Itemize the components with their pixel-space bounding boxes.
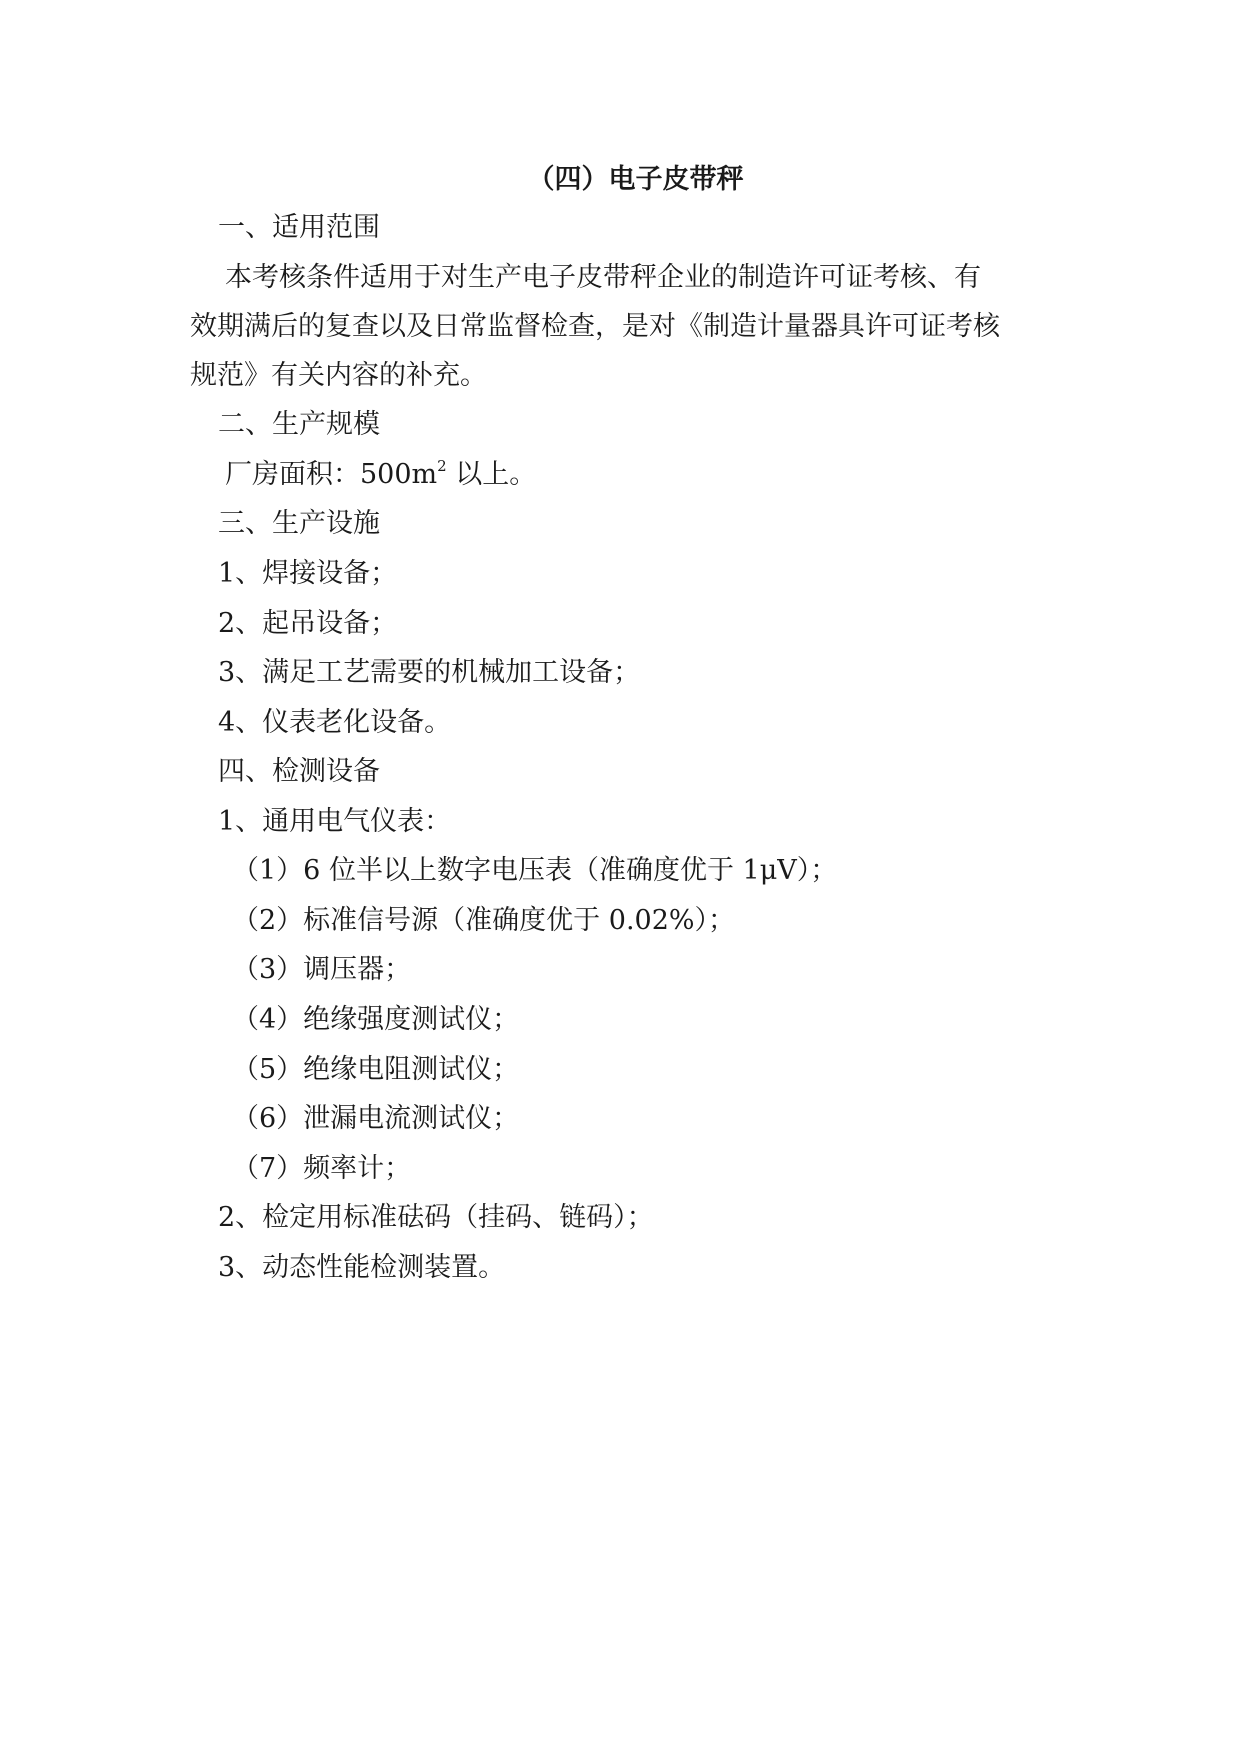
factory-area-text [225, 455, 536, 495]
scope-paragraph-line-1: 本考核条件适用于对生产电子皮带秤企业的制造许可证考核、有 [225, 262, 981, 293]
factory-area-prefix: 厂房面积：500m [225, 459, 438, 490]
facility-item: 2、起吊设备； [218, 608, 398, 639]
section-heading-equipment: 四、检测设备 [218, 756, 380, 787]
equipment-subitem: （4）绝缘强度测试仪； [232, 1004, 520, 1035]
equipment-subitem: （5）绝缘电阻测试仪； [232, 1054, 520, 1085]
scope-paragraph-line-3: 规范》有关内容的补充。 [190, 360, 487, 391]
equipment-subitem: （6）泄漏电流测试仪； [232, 1103, 520, 1134]
equipment-subitem: （3）调压器； [232, 954, 412, 985]
section-heading-scale: 二、生产规模 [218, 409, 380, 440]
equipment-subitem: （1）6 位半以上数字电压表（准确度优于 1μV）； [232, 855, 838, 886]
equipment-subitem: （7）频率计； [232, 1153, 412, 1184]
scope-paragraph-line-2: 效期满后的复查以及日常监督检查，是对《制造计量器具许可证考核 [190, 311, 1000, 342]
section-heading-scope: 一、适用范围 [218, 212, 380, 243]
factory-area-superscript: 2 [437, 457, 447, 475]
section-heading-facilities: 三、生产设施 [218, 508, 380, 539]
factory-area-suffix: 以上。 [446, 459, 537, 490]
equipment-item: 1、通用电气仪表： [218, 806, 452, 837]
equipment-item: 2、检定用标准砝码（挂码、链码）； [218, 1202, 654, 1233]
facility-item: 3、满足工艺需要的机械加工设备； [218, 657, 641, 688]
equipment-item: 3、动态性能检测装置。 [218, 1252, 506, 1283]
page-title: （四）电子皮带秤 [527, 164, 744, 195]
facility-item: 4、仪表老化设备。 [218, 707, 452, 738]
facility-item: 1、焊接设备； [218, 558, 398, 589]
equipment-subitem: （2）标准信号源（准确度优于 0.02%）； [232, 905, 736, 936]
